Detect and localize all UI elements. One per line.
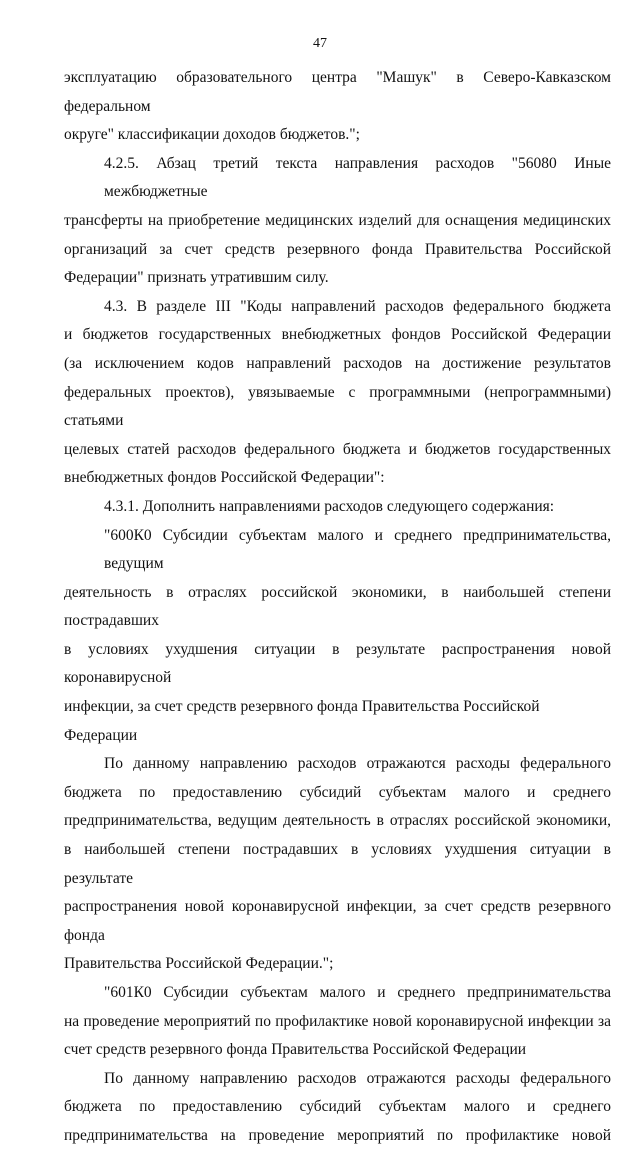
text-line: "600К0 Субсидии субъектам малого и среднего предпринимательства, ведущим: [104, 526, 611, 573]
text-line: 4.3.1. Дополнить направлениями расходов следующего содержания:: [104, 497, 555, 515]
text-line: федеральных проектов), увязываемые с программными (непрограммными) статьями: [64, 383, 611, 430]
text-line: 4.2.5. Абзац третий текста направления расходов "56080 Иные межбюджетные: [104, 154, 611, 201]
text-line: счет средств резервного фонда Правительства Российской Федерации: [64, 1041, 527, 1059]
text-line: инфекции, за счет средств резервного фонда Правительства Российской Федерации: [64, 698, 540, 744]
body-text: [64, 64, 611, 1151]
text-line: Федерации" признать утратившим силу.: [64, 269, 329, 287]
text-line: целевых статей расходов федерального бюджета и бюджетов государственных: [64, 440, 611, 458]
text-line: эксплуатацию образовательного центра "Машук" в Северо-Кавказском федеральном: [64, 69, 611, 115]
text-line: в условиях ухудшения ситуации в результате распространения новой коронавирусной: [64, 640, 611, 687]
text-line: бюджета по предоставлению субсидий субъектам малого и среднего: [64, 1098, 611, 1116]
text-line: внебюджетных фондов Российской Федерации":: [64, 469, 385, 487]
text-line: и бюджетов государственных внебюджетных фондов Российской Федерации: [64, 326, 611, 344]
text-line: (за исключением кодов направлений расходов на достижение результатов: [64, 354, 611, 372]
text-line: на проведение мероприятий по профилактике новой коронавирусной инфекции за: [64, 1012, 611, 1030]
text-line: распространения новой коронавирусной инфекции, за счет средств резервного фонда: [64, 898, 611, 944]
text-line: округе" классификации доходов бюджетов.";: [64, 126, 360, 144]
text-line: предпринимательства на проведение мероприятий по профилактике новой: [64, 1126, 611, 1144]
text-line: 4.3. В разделе III "Коды направлений расходов федерального бюджета: [104, 297, 611, 315]
page-number: 47: [313, 36, 327, 51]
text-line: в наибольшей степени пострадавших в условиях ухудшения ситуации в результате: [64, 841, 611, 887]
text-line: бюджета по предоставлению субсидий субъектам малого и среднего: [64, 783, 611, 801]
text-line: "601К0 Субсидии субъектам малого и среднего предпринимательства: [104, 984, 611, 1001]
text-line: По данному направлению расходов отражаются расходы федерального: [104, 755, 611, 773]
text-line: предпринимательства, ведущим деятельность в отраслях российской экономики,: [64, 812, 611, 830]
text-line: организаций за счет средств резервного фонда Правительства Российской: [64, 240, 611, 258]
text-line: По данному направлению расходов отражаются расходы федерального: [104, 1069, 611, 1087]
text-line: деятельность в отраслях российской экономики, в наибольшей степени пострадавших: [64, 583, 611, 630]
text-line: Правительства Российской Федерации.";: [64, 955, 334, 973]
text-line: трансферты на приобретение медицинских изделий для оснащения медицинских: [64, 211, 611, 229]
